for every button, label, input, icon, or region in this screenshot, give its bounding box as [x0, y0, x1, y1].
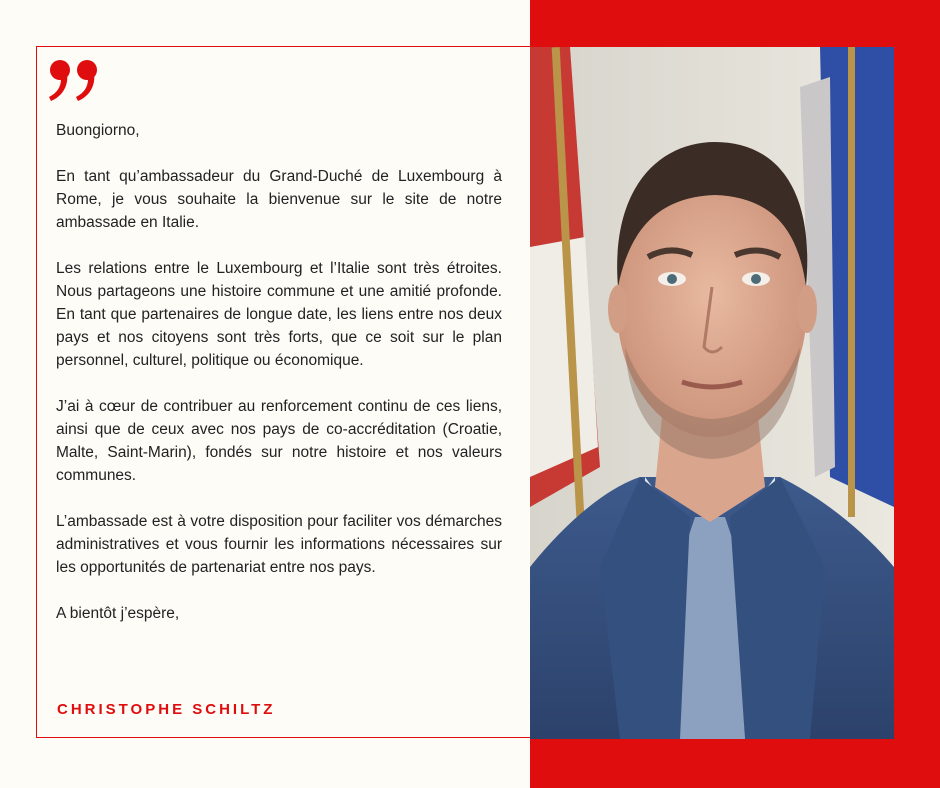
letter-closing: A bientôt j’espère,: [56, 605, 180, 622]
pupil-left: [667, 274, 677, 284]
letter-card: [36, 46, 530, 738]
ear-right: [797, 285, 817, 333]
letter-paragraph-4: L’ambassade est à votre disposition pour faciliter vos démarches administratives et vous fournir les informations nécessaires sur les opportunités de partenariat entre nos pays.: [56, 513, 502, 576]
letter-paragraph-2: Les relations entre le Luxembourg et l’Italie sont très étroites. Nous partageons une histoire commune et une amitié profonde. En tant que partenaires de longue date, les liens entre nos deux pays et nos citoyens sont très forts, que ce soit sur le plan personnel, culturel, politique ou économique.: [56, 260, 502, 369]
letter-paragraph-3: J’ai à cœur de contribuer au renforcement continu de ces liens, ainsi que de ceux avec nos pays de co-accréditation (Croatie, Malte, Saint-Marin), fondés sur notre histoire et nos valeurs communes.: [56, 398, 502, 484]
letter-paragraph-1: En tant qu’ambassadeur du Grand-Duché de Luxembourg à Rome, je vous souhaite la bienvenue sur le site de notre ambassade en Italie.: [56, 168, 502, 231]
welcome-letter: [56, 119, 502, 648]
letter-greeting: Buongiorno,: [56, 122, 140, 139]
pupil-right: [751, 274, 761, 284]
portrait-illustration: [530, 47, 894, 739]
flag-pole-right: [848, 47, 855, 517]
ear-left: [608, 285, 628, 333]
signature-name: CHRISTOPHE SCHILTZ: [57, 701, 276, 718]
portrait-photo: [530, 47, 894, 739]
quotation-mark-icon: [47, 57, 103, 103]
